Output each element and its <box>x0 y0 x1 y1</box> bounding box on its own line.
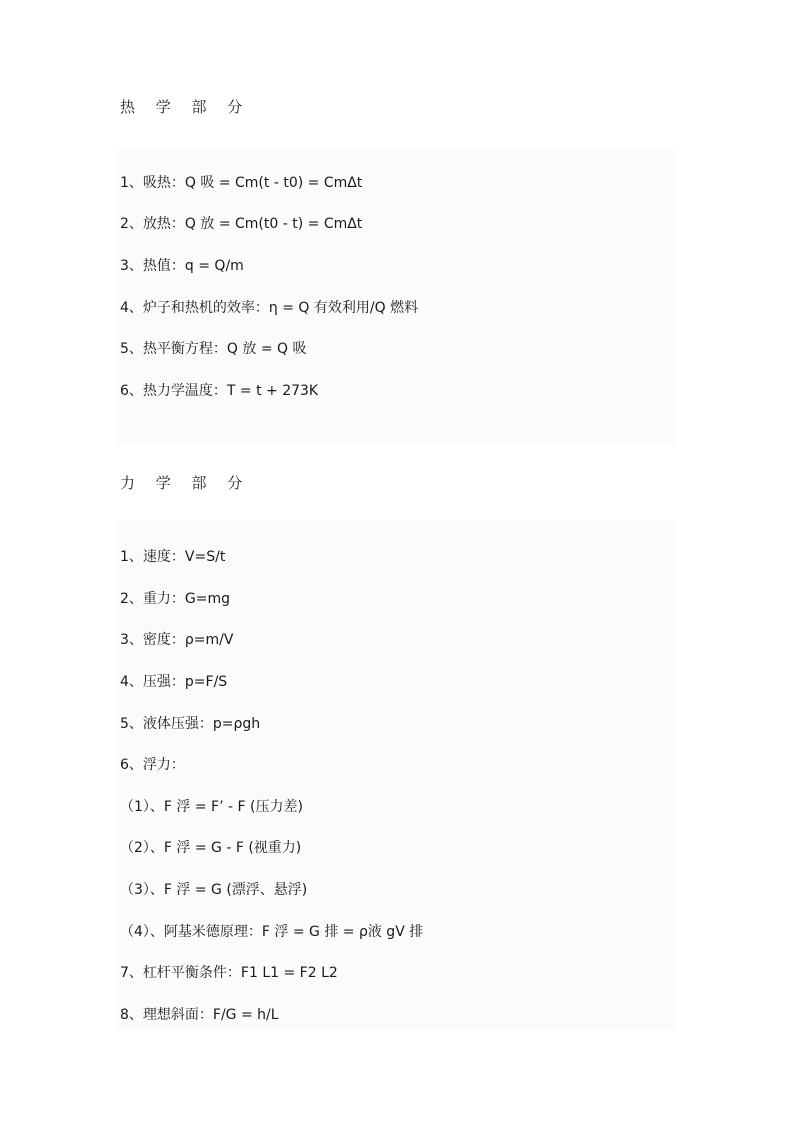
formula-line: 3、热值：q = Q/m <box>120 258 244 274</box>
formula-line: 4、炉子和热机的效率：η = Q 有效利用/Q 燃料 <box>120 300 419 316</box>
formula-line: 1、吸热：Q 吸 = Cm(t - t0) = CmΔt <box>120 175 363 191</box>
formula-line: 5、液体压强：p=ρgh <box>120 716 261 732</box>
formula-line: （3）、F 浮 = G (漂浮、悬浮) <box>120 882 308 898</box>
formula-line: 5、热平衡方程：Q 放 = Q 吸 <box>120 341 307 357</box>
formula-line: （1）、F 浮 = F’ - F (压力差) <box>120 799 303 815</box>
formula-line: 6、热力学温度：T = t + 273K <box>120 383 319 399</box>
formula-line: 3、密度：ρ=m/V <box>120 632 234 648</box>
formula-line: 2、放热：Q 放 = Cm(t0 - t) = CmΔt <box>120 216 363 232</box>
formula-line: 4、压强：p=F/S <box>120 674 228 690</box>
formula-line: （4）、阿基米德原理：F 浮 = G 排 = ρ液 gV 排 <box>120 924 424 940</box>
formula-line: （2）、F 浮 = G - F (视重力) <box>120 840 302 856</box>
formula-line: 7、杠杆平衡条件：F1 L1 = F2 L2 <box>120 965 338 981</box>
formula-line: 8、理想斜面：F/G = h/L <box>120 1007 279 1023</box>
section-heading-mechanics: 力 学 部 分 <box>120 474 251 492</box>
formula-line: 6、浮力： <box>120 757 185 773</box>
section-heading-thermal: 热 学 部 分 <box>120 98 251 116</box>
formula-line: 1、速度：V=S/t <box>120 549 226 565</box>
formula-line: 2、重力：G=mg <box>120 591 231 607</box>
